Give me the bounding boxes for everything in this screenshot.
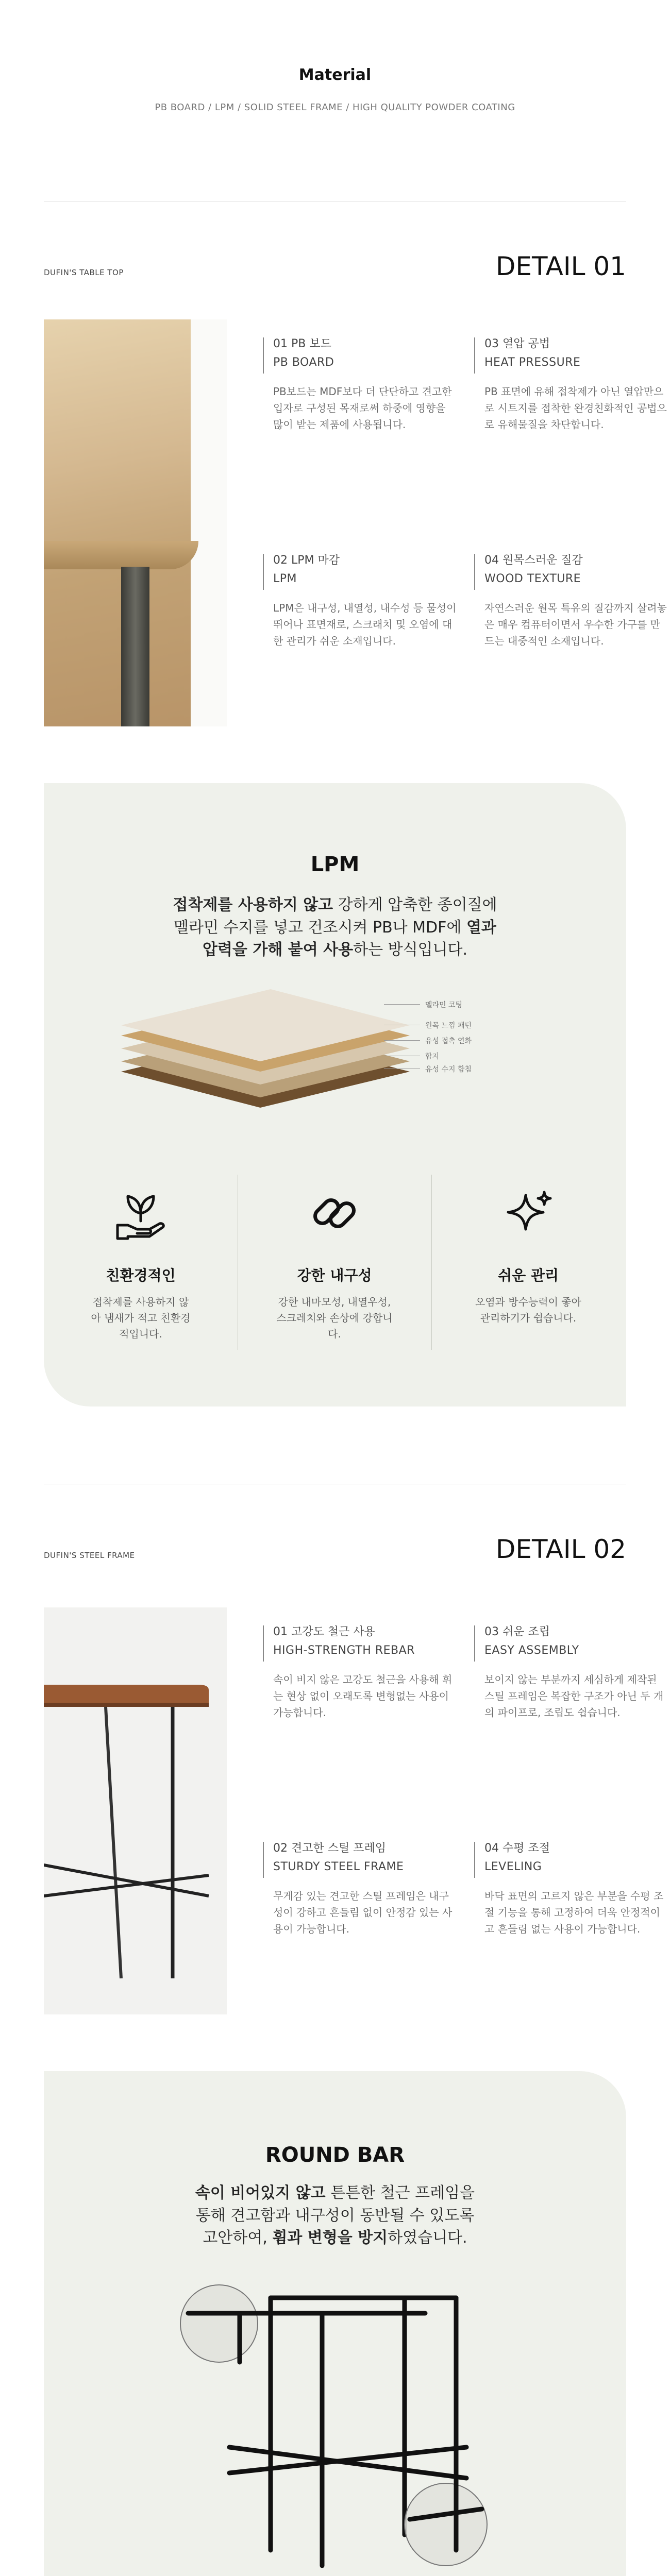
feature-english: WOOD TEXTURE <box>484 572 581 585</box>
feature-number: 01 PB 보드 <box>273 337 331 350</box>
chain-link-icon <box>306 1185 363 1242</box>
lpm-card <box>44 783 626 1406</box>
feature-description: LPM은 내구성, 내열성, 내수성 등 물성이 뛰어나 표면재로, 스크래치 및 오염에 대한 관리가 쉬운 소재입니다. <box>273 602 457 647</box>
feature-leveling <box>484 1839 670 1937</box>
lead-text: 하는 방식입니다. <box>353 941 468 959</box>
feature-description: 속이 비지 않은 고강도 철근을 사용해 휘는 현상 없이 오래도록 변형없는 사용이 가능합니다. <box>273 1673 453 1719</box>
table-top-photo <box>44 319 227 726</box>
feature-english: EASY ASSEMBLY <box>484 1644 579 1657</box>
feature-number: 04 원목스러운 질감 <box>484 554 583 567</box>
feature-wood-texture <box>484 551 670 649</box>
feature-english: PB BOARD <box>273 356 334 369</box>
steel-frame-photo <box>44 1607 227 2014</box>
lead-text: 튼튼한 철근 프레임을 <box>325 2184 475 2202</box>
detail-02-heading: DETAIL 02 <box>495 1534 626 1564</box>
lead-text: 통해 견고함과 내구성이 동반될 수 있도록 <box>195 2206 475 2225</box>
lpm-layer-diagram <box>100 989 420 1175</box>
feature-description: 자연스러운 원목 특유의 질감까지 살려놓은 매우 컴퓨터이면서 우수한 가구를 만드는 대중적인 소재입니다. <box>484 602 667 647</box>
lead-emphasis: 휨과 변형을 방지 <box>272 2229 388 2247</box>
feature-number: 01 고강도 철근 사용 <box>273 1625 375 1638</box>
detail-01-heading: DETAIL 01 <box>495 251 626 281</box>
feature-easy-assembly <box>484 1623 670 1721</box>
legend-resin: 유성 수지 함침 <box>425 1065 472 1074</box>
lead-text: 하였습니다. <box>388 2229 467 2247</box>
benefit-description: 접착제를 사용하지 않아 냄새가 적고 친환경적입니다. <box>91 1296 191 1340</box>
lead-emphasis: 압력을 가해 붙여 사용 <box>202 941 354 959</box>
lpm-benefit-durability <box>238 1185 431 1342</box>
feature-english: STURDY STEEL FRAME <box>273 1860 404 1873</box>
benefit-description: 강한 내마모성, 내열우성, 스크레치와 손상에 강합니다. <box>276 1296 393 1340</box>
legend-leader <box>384 1040 420 1041</box>
lead-emphasis: 접착제를 사용하지 않고 <box>173 896 333 914</box>
benefit-title: 강한 내구성 <box>297 1267 372 1284</box>
feature-number: 02 견고한 스틸 프레임 <box>273 1842 386 1855</box>
feature-heat-pressure <box>484 335 670 433</box>
legend-wood-pattern: 원목 느낌 패턴 <box>425 1022 472 1030</box>
lead-text: 멜라민 수지를 넣고 건조시켜 PB나 MDF에 <box>174 918 466 937</box>
feature-number: 02 LPM 마감 <box>273 554 340 567</box>
round-bar-card-title: ROUND BAR <box>265 2143 405 2167</box>
legend-laminate: 합지 <box>425 1053 440 1061</box>
page-subtitle: PB BOARD / LPM / SOLID STEEL FRAME / HIGH QUALITY POWDER COATING <box>155 102 515 113</box>
lpm-card-title: LPM <box>310 853 360 876</box>
feature-english: LPM <box>273 572 297 585</box>
feature-number: 03 열압 공법 <box>484 337 550 350</box>
feature-pb-board <box>273 335 459 433</box>
section-label-steel-frame: DUFIN'S STEEL FRAME <box>44 1551 135 1560</box>
lead-emphasis: 속이 비어있지 않고 <box>195 2184 326 2202</box>
feature-lpm <box>273 551 459 649</box>
feature-number: 03 쉬운 조립 <box>484 1625 550 1638</box>
lpm-benefit-eco <box>44 1185 238 1342</box>
feature-english: HEAT PRESSURE <box>484 356 581 369</box>
feature-english: HIGH-STRENGTH REBAR <box>273 1644 415 1657</box>
feature-description: 보이지 않는 부분까지 세심하게 제작된 스틸 프레임은 복잡한 구조가 아닌 두 개의 파이프로, 조립도 쉽습니다. <box>484 1673 664 1719</box>
benefit-description: 오염과 방수능력이 좋아 관리하기가 쉽습니다. <box>475 1296 581 1324</box>
benefit-title: 친환경적인 <box>106 1267 176 1284</box>
lead-text: 고안하여, <box>203 2229 273 2247</box>
round-bar-frame-illustration <box>167 2277 502 2576</box>
legend-leader <box>384 1004 420 1005</box>
feature-sturdy-steel-frame <box>273 1839 459 1937</box>
page-title: Material <box>298 66 372 84</box>
legend-melamine: 멜라민 코팅 <box>425 1001 463 1009</box>
feature-description: 바닥 표면의 고르지 않은 부분을 수평 조절 기능을 통해 고정하여 더욱 안정적이고 흔들림 없는 사용이 가능합니다. <box>484 1890 664 1935</box>
round-bar-card-lead <box>44 2182 626 2249</box>
feature-high-strength-rebar <box>273 1623 459 1721</box>
feature-description: 무게감 있는 견고한 스틸 프레임은 내구성이 강하고 흔들림 없이 안정감 있는 사용이 가능합니다. <box>273 1890 453 1935</box>
lpm-benefit-easy-care <box>431 1185 625 1326</box>
benefit-title: 쉬운 관리 <box>498 1267 559 1284</box>
round-bar-card <box>44 2071 626 2576</box>
lead-text: 강하게 압축한 종이질에 <box>333 896 497 914</box>
eco-hand-icon <box>112 1185 169 1242</box>
feature-number: 04 수평 조절 <box>484 1842 550 1855</box>
section-label-table-top: DUFIN'S TABLE TOP <box>44 268 124 277</box>
lpm-card-lead <box>44 894 626 961</box>
lead-emphasis: 열과 <box>466 918 496 937</box>
feature-description: PB 표면에 유해 접착제가 아닌 열압만으로 시트지를 접착한 완경친화적인 공법으로 유해물질을 차단합니다. <box>484 385 667 431</box>
feature-english: LEVELING <box>484 1860 542 1873</box>
feature-description: PB보드는 MDF보다 더 단단하고 견고한 입자로 구성된 목재로써 하중에 영향을 많이 받는 제품에 사용됩니다. <box>273 385 452 431</box>
legend-oil-contact: 유성 접촉 연화 <box>425 1037 472 1045</box>
sparkle-icon <box>500 1185 557 1242</box>
